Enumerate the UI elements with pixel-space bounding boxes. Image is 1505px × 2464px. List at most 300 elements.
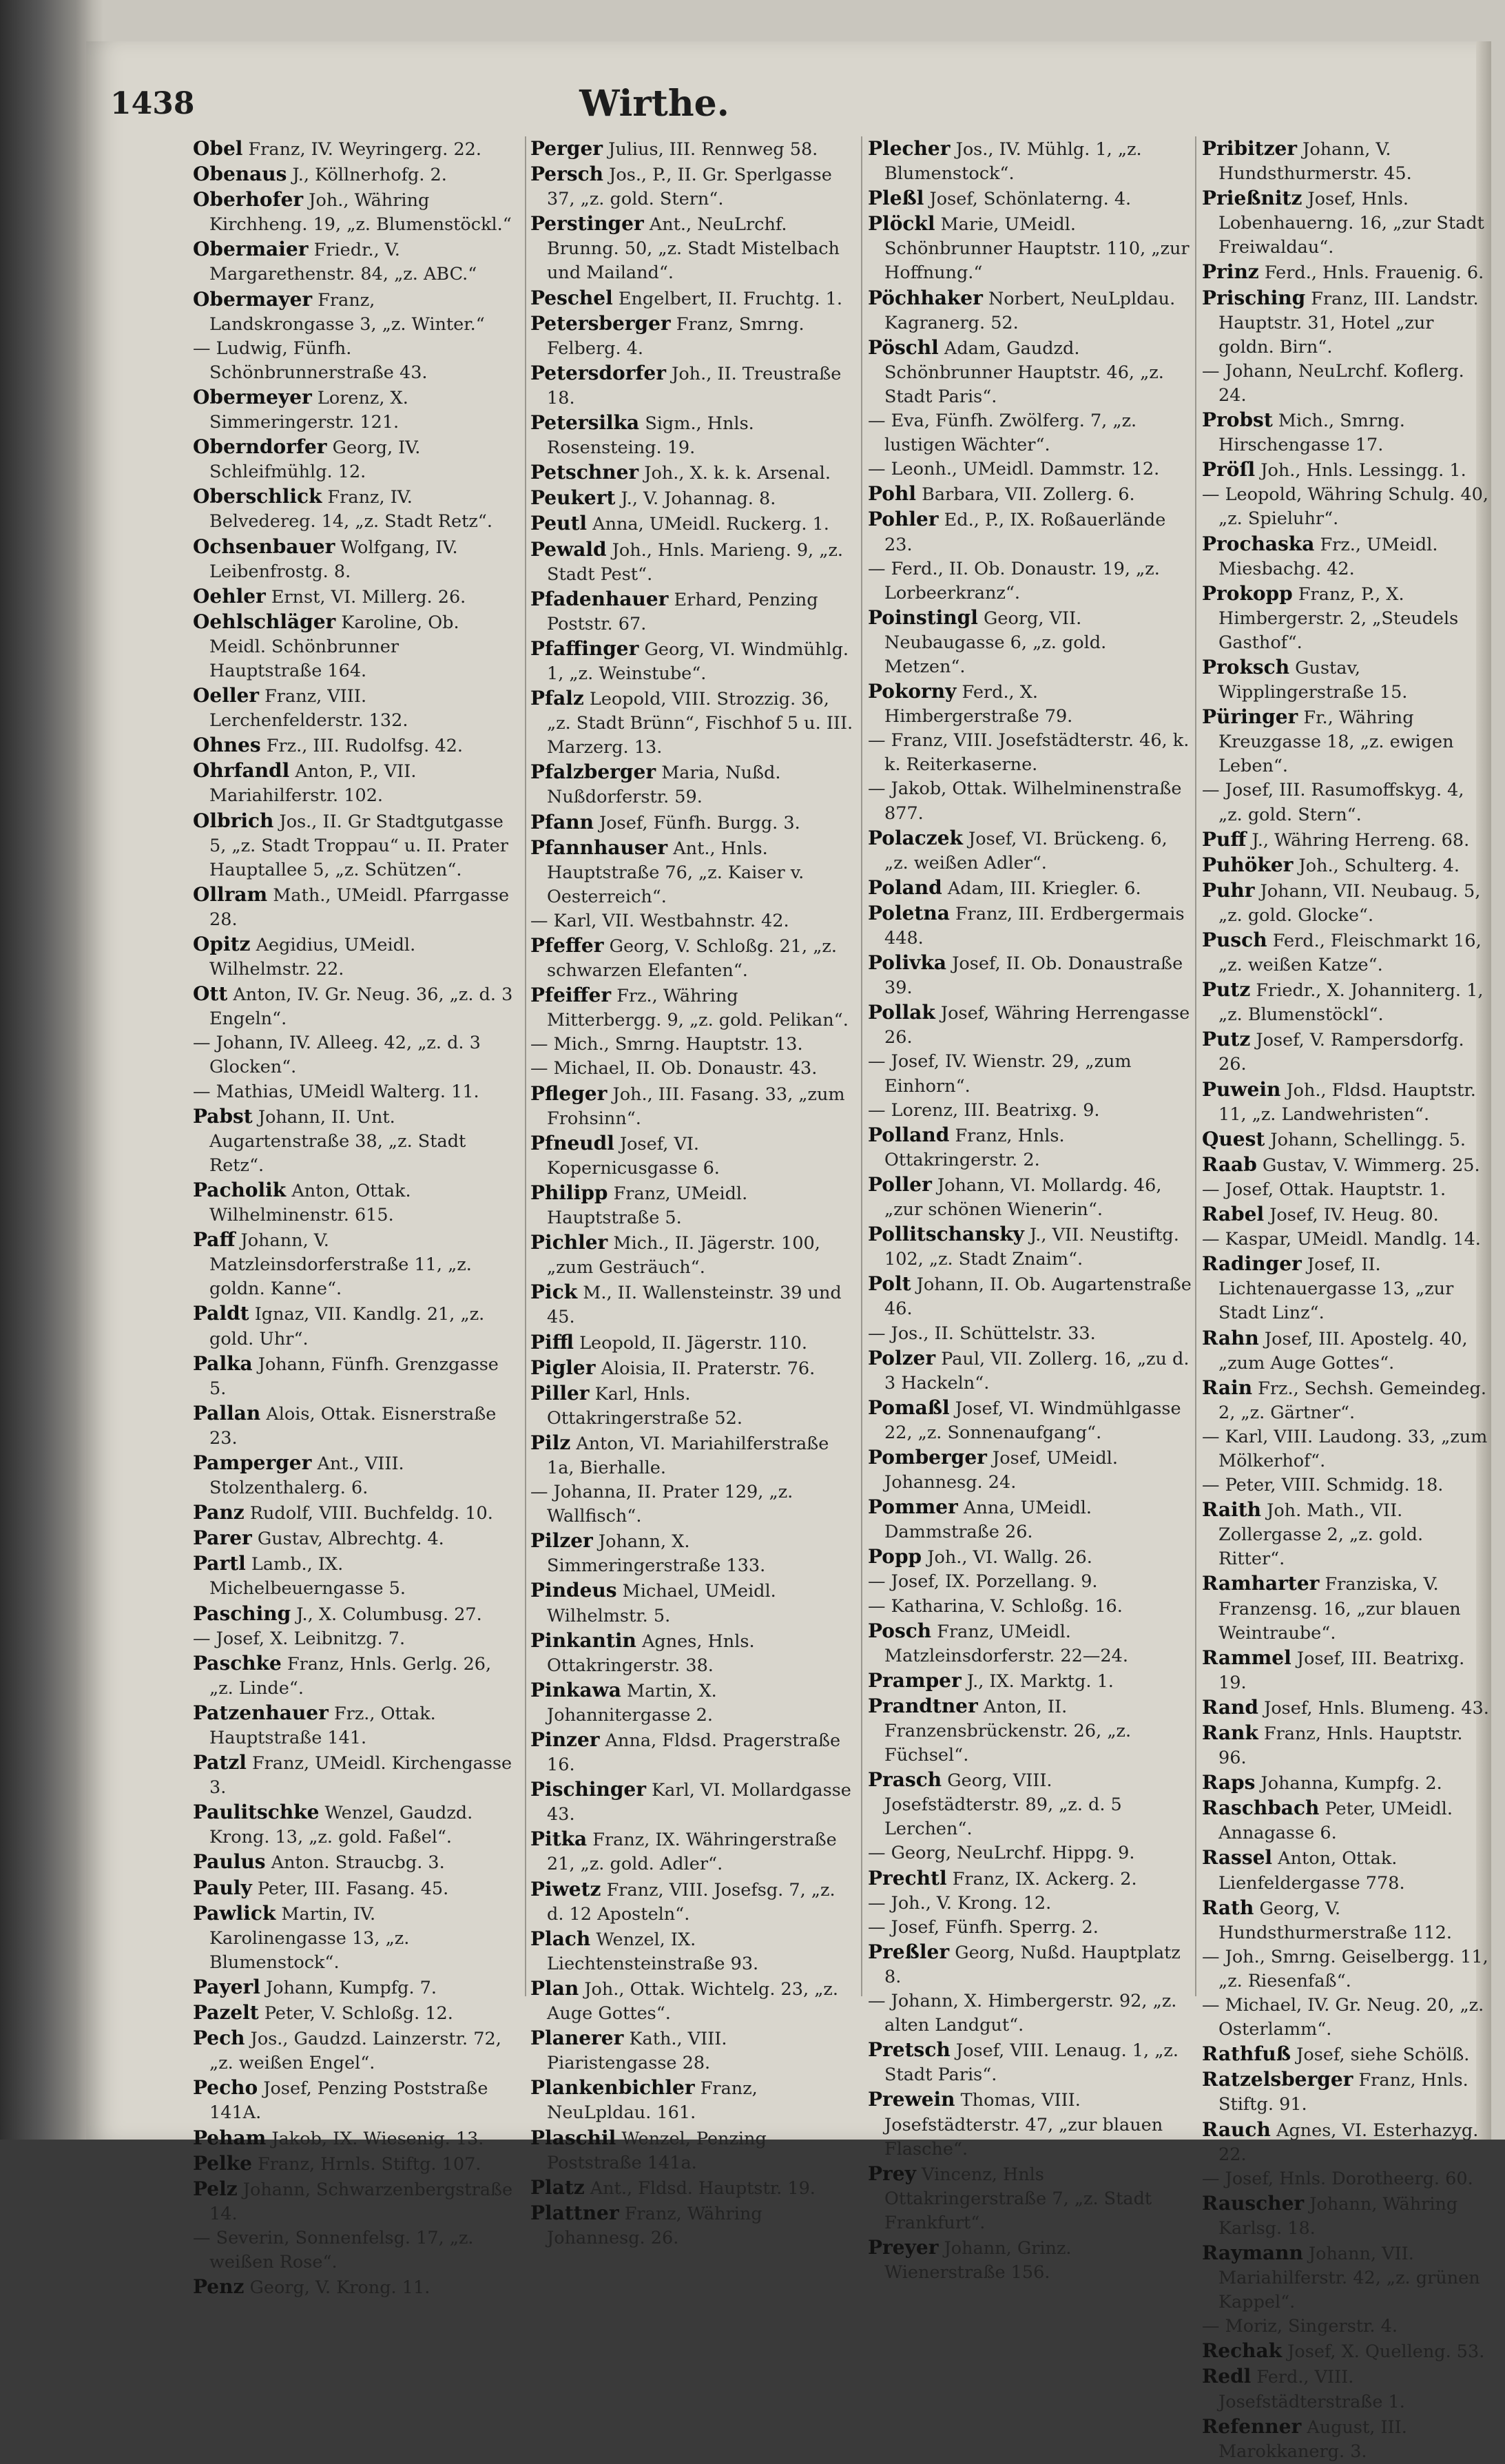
directory-entry [530,162,854,211]
entry-details: Mich., II. Jägerstr. 100, „zum Gesträuch“. [547,1233,820,1278]
entry-surname: Preyer [868,2235,939,2259]
directory-entry [530,983,854,1033]
entry-surname: Prey [868,2162,916,2185]
directory-entry [193,187,517,237]
entry-surname: Obermayer [193,287,313,311]
entry-surname: Plattner [530,2201,619,2224]
directory-entry [868,951,1192,1000]
directory-entry [1202,1770,1491,1796]
entry-surname: Pabst [193,1104,253,1128]
entry-details: Georg, VIII. Josefstädterstr. 89, „z. d. 5 Lerchen“. [884,1770,1122,1840]
entry-surname: Pallan [193,1401,261,1425]
directory-entry [530,909,854,933]
entry-details: Joh., VI. Wallg. 26. [927,1547,1092,1569]
entry-details: Jos., P., II. Gr. Sperlgasse 37, „z. gold. Stern“. [547,165,832,210]
entry-surname: Peschel [530,286,613,309]
entry-surname: Pfalzberger [530,760,656,784]
directory-entry [1202,977,1491,1027]
entry-surname: Pewald [530,537,607,561]
entry-surname: Pommer [868,1495,958,1519]
entry-details: Josef, II. Lichtenauergasse 13, „zur Stadt Linz“. [1218,1254,1454,1324]
entry-surname: Obenaus [193,163,287,186]
entry-details: Norbert, NeuLpldau. Kagranerg. 52. [884,288,1176,333]
directory-entry [530,211,854,285]
entry-surname: Paulitschke [193,1801,320,1824]
directory-entry [1202,1473,1491,1498]
entry-details: Josef, Fünfh. Burgg. 3. [599,812,800,834]
directory-entry [193,758,517,808]
entry-details: — Leopold, Währing Schulg. 40, „z. Spieluhr“. [1202,484,1489,530]
entry-surname: Prechtl [868,1866,947,1890]
directory-entry [530,636,854,686]
page-header [110,83,1185,138]
entry-details: — Eva, Fünfh. Zwölferg. 7, „z. lustigen Wächter“. [868,411,1137,456]
directory-entry [193,809,517,882]
entry-details: Franz, UMeidl. Kirchengasse 3. [209,1753,512,1799]
entry-surname: Pilz [530,1431,571,1454]
entry-surname: Pfadenhauer [530,587,669,610]
entry-surname: Proksch [1202,655,1290,679]
directory-entry [193,435,517,484]
entry-surname: Pecho [193,2076,258,2100]
entry-details: Wenzel, Gaudzd. Krong. 13, „z. gold. Faßel“. [209,1803,473,1848]
directory-entry [1202,1376,1491,1425]
entry-details: Barbara, VII. Zollerg. 6. [922,484,1135,506]
entry-details: Kath., VIII. Piaristengasse 28. [547,2029,727,2074]
entry-details: Josef, VI. Windmühlgasse 22, „z. Sonnenaufgang“. [884,1398,1181,1443]
entry-details: Leopold, II. Jägerstr. 110. [579,1332,807,1354]
entry-surname: Petersilka [530,411,640,435]
entry-details: Franz, IX. Ackerg. 2. [952,1868,1137,1890]
entry-details: Joh., II. Treustraße 18. [547,363,842,408]
directory-entry [868,777,1192,825]
entry-details: Adam, III. Kriegler. 6. [947,878,1141,899]
entry-details: Johann, Kumpfg. 7. [266,1977,437,1998]
entry-surname: Rauch [1202,2118,1271,2141]
directory-entry [193,136,517,162]
entry-surname: Putz [1202,1028,1251,1051]
entry-surname: Puff [1202,827,1247,851]
entry-details: Georg, VI. Windmühlg. 1, „z. Weinstube“. [547,639,849,684]
entry-surname: Peukert [530,486,616,510]
entry-details: Ant., NeuLrchf. Brunng. 50, „z. Stadt Mistelbach und Mailand“. [547,214,840,284]
entry-surname: Raab [1202,1152,1257,1176]
entry-details: Johann, VI. Mollardg. 46, „zur schönen Wienerin“. [884,1174,1162,1221]
entry-surname: Pribitzer [1202,137,1298,160]
entry-details: Ferd., Hnls. Frauenig. 6. [1264,262,1484,284]
entry-details: Georg, V. Krong. 11. [249,2277,430,2299]
entry-details: Franz, Hnls. Ottakringerstr. 2. [884,1125,1065,1170]
directory-entry [1202,1994,1491,2042]
directory-entry [1202,260,1491,285]
directory-entry [1202,853,1491,878]
entry-details: — Johanna, II. Prater 129, „z. Wallfisch“. [530,1482,793,1527]
entry-surname: Peutl [530,512,588,535]
entry-details: Ferd., Fleischmarkt 16, „z. weißen Katze“. [1218,931,1482,976]
entry-surname: Paschke [193,1651,282,1675]
directory-entry [530,760,854,809]
entry-details: — Ferd., II. Ob. Donaustr. 19, „z. Lorbeerkranz“. [868,558,1160,603]
directory-entry [868,557,1192,605]
directory-entry [530,2075,854,2125]
entry-surname: Raymann [1202,2241,1303,2264]
entry-surname: Redl [1202,2365,1252,2388]
directory-entry [1202,2315,1491,2339]
entry-details: — Josef, X. Leibnitzg. 7. [193,1628,406,1649]
entry-surname: Rechak [1202,2339,1283,2363]
directory-entry [193,1551,517,1601]
entry-surname: Planerer [530,2027,624,2050]
entry-details: — Severin, Sonnenfelsg. 17, „z. weißen Rose“. [193,2227,474,2273]
entry-details: J., V. Johannag. 8. [621,488,776,510]
directory-entry [193,2275,517,2300]
entry-surname: Pusch [1202,929,1267,951]
entry-details: Martin, IV. Karolinengasse 13, „z. Blumenstock“. [209,1903,410,1973]
directory-entry [193,1750,517,1800]
entry-surname: Pfeiffer [530,984,612,1007]
entry-details: Marie, UMeidl. Schönbrunner Hauptstr. 110, „zur Hoffnung.“ [884,214,1190,284]
entry-details: Peter, V. Schloßg. 12. [264,2003,453,2025]
directory-entry [530,836,854,909]
entry-details: — Karl, VII. Westbahnstr. 42. [530,910,789,931]
entry-details: Frz., Währing Mitterbergg. 9, „z. gold. Pelikan“. [547,986,849,1031]
directory-entry [868,1000,1192,1050]
entry-details: Franz, Währing Johannesg. 26. [547,2203,762,2248]
entry-details: J., Währing Herreng. 68. [1252,829,1470,851]
entry-details: Johann, VII. Mariahilferstr. 42, „z. grünen Kappel“. [1218,2243,1480,2313]
entry-details: Johann, V. Hundsthurmerstr. 45. [1218,139,1412,185]
entry-details: Ant., Hnls. Hauptstraße 76, „z. Kaiser v. Oesterreich“. [547,838,805,907]
directory-entry [868,2235,1192,2285]
directory-entry [1202,827,1491,853]
directory-entry [868,1595,1192,1619]
directory-entry [193,1800,517,1850]
directory-entry [868,507,1192,557]
entry-surname: Prokopp [1202,581,1293,605]
directory-entry [868,901,1192,951]
directory-entry [193,1975,517,2000]
entry-details: — Josef, Hnls. Dorotheerg. 60. [1202,2168,1473,2189]
column-rule [861,136,862,1996]
entry-surname: Ollram [193,882,268,906]
entry-surname: Polzer [868,1346,936,1369]
entry-details: Frz., UMeidl. Miesbachg. 42. [1218,534,1438,579]
entry-details: Adam, Gaudzd. Schönbrunner Hauptstr. 46, „z. Stadt Paris“. [884,338,1164,407]
entry-surname: Rathfuß [1202,2042,1291,2066]
entry-surname: Putz [1202,978,1251,1002]
directory-entry [193,337,517,385]
directory-entry [193,1701,517,1750]
entry-surname: Olbrich [193,809,274,832]
entry-details: Josef, Hnls. Lobenhauerng. 16, „zur Stadt Freiwaldau“. [1218,189,1484,258]
directory-entry [1202,483,1491,531]
entry-details: — Josef, Ottak. Hauptstr. 1. [1202,1179,1446,1200]
column-rule [525,136,526,1996]
entry-surname: Rahn [1202,1326,1259,1349]
directory-entry [530,1181,854,1230]
entry-surname: Oberhofer [193,188,304,211]
entry-surname: Petersdorfer [530,361,666,384]
entry-surname: Paldt [193,1302,249,1325]
directory-entry [868,1544,1192,1570]
directory-entry [868,2038,1192,2087]
entry-details: Josef, III. Apostelg. 40, „zum Auge Gottes“. [1218,1328,1468,1374]
directory-entry [530,1033,854,1057]
entry-details: Ernst, VI. Millerg. 26. [271,586,466,608]
entry-surname: Rassel [1202,1846,1273,1870]
entry-details: Ant., VIII. Stolzenthalerg. 6. [209,1453,404,1499]
entry-surname: Oehler [193,584,266,608]
entry-surname: Penz [193,2275,245,2299]
entry-details: — Leonh., UMeidl. Dammstr. 12. [868,459,1160,480]
entry-surname: Piwetz [530,1877,601,1901]
directory-entry [193,2126,517,2151]
directory-entry [530,2201,854,2250]
entry-surname: Petschner [530,461,639,484]
directory-entry [530,1081,854,1131]
directory-entry [868,1989,1192,2038]
entry-surname: Pilzer [530,1529,593,1553]
directory-entry [1202,2414,1491,2464]
directory-entry [1202,1498,1491,1571]
entry-surname: Plöckl [868,212,935,236]
entry-surname: Prisching [1202,286,1306,309]
entry-surname: Peham [193,2126,267,2149]
directory-entry [530,1877,854,1927]
entry-details: Franz, Hnls. Stiftg. 91. [1218,2070,1468,2115]
entry-details: Josef, III. Beatrixg. 19. [1218,1648,1465,1693]
entry-details: Rudolf, VIII. Buchfeldg. 10. [249,1503,493,1524]
entry-surname: Polland [868,1123,950,1146]
entry-details: Josef, Schönlaterng. 4. [929,189,1132,210]
directory-entry [530,1381,854,1431]
entry-details: Frz., Sechsh. Gemeindeg. 2, „z. Gärtner“. [1218,1378,1486,1423]
entry-details: Franz, NeuLpldau. 161. [547,2078,758,2124]
directory-entry [530,1678,854,1728]
entry-details: — Ludwig, Fünfh. Schönbrunnerstraße 43. [193,338,428,383]
entry-details: — Michael, II. Ob. Donaustr. 43. [530,1058,818,1079]
entry-details: Franz, IX. Währingerstraße 21, „z. gold. Adler“. [547,1830,837,1875]
directory-entry [1202,1721,1491,1770]
entry-details: Franz, Hnls. Gerlg. 26, „z. Linde“. [209,1653,492,1699]
directory-entry [193,1401,517,1451]
entry-details: — Moriz, Singerstr. 4. [1202,2316,1398,2337]
entry-details: Anton, P., VII. Mariahilferstr. 102. [209,761,417,807]
entry-details: J., VII. Neustiftg. 102, „z. Stadt Znaim“. [884,1225,1179,1270]
entry-details: Josef, Penzing Poststraße 141A. [209,2078,488,2124]
entry-details: — Michael, IV. Gr. Neug. 20, „z. Osterlamm“. [1202,1995,1484,2040]
entry-details: Anton, II. Franzensbrückenstr. 26, „z. Füchsel“. [884,1696,1132,1766]
directory-entry [530,1628,854,1678]
directory-entry [530,1280,854,1329]
entry-surname: Rammel [1202,1646,1291,1669]
entry-details: Alois, Ottak. Eisnerstraße 23. [209,1403,497,1449]
entry-details: Joh., Schulterg. 4. [1298,855,1460,876]
directory-entry [1202,655,1491,705]
entry-surname: Pinkawa [530,1678,621,1701]
directory-column-3 [868,136,1192,2285]
entry-surname: Pfeffer [530,934,604,957]
entry-details: — Joh., V. Krong. 12. [868,1892,1052,1914]
entry-surname: Panz [193,1501,245,1524]
entry-details: Leopold, VIII. Strozzig. 36, „z. Stadt Brünn“, Fischhof 5 u. III. Marzerg. 13. [547,689,853,758]
entry-details: — Kaspar, UMeidl. Mandlg. 14. [1202,1229,1481,1250]
directory-entry [193,932,517,982]
entry-surname: Platz [530,2175,585,2199]
directory-entry [1202,186,1491,260]
entry-details: Joh., Ottak. Wichtelg. 23, „z. Auge Gottes“. [547,1978,838,2025]
directory-entry [193,1526,517,1551]
entry-details: M., II. Wallensteinstr. 39 und 45. [547,1283,842,1328]
directory-entry [868,186,1192,211]
entry-details: — Georg, NeuLrchf. Hippg. 9. [868,1843,1135,1864]
entry-details: — Josef, IV. Wienstr. 29, „zum Einhorn“. [868,1051,1132,1097]
entry-details: — Josef, III. Rasumoffskyg. 4, „z. gold. Stern“. [1202,780,1464,825]
entry-details: Georg, V. Hundsthurmerstraße 112. [1218,1898,1452,1943]
entry-surname: Pfann [530,810,594,834]
directory-entry [530,1230,854,1280]
entry-surname: Prinz [1202,260,1259,284]
directory-entry [530,1578,854,1628]
entry-surname: Paff [193,1228,236,1252]
entry-details: Franz, IV. Belvedereg. 14, „z. Stadt Retz“. [209,487,492,532]
entry-surname: Obermeyer [193,385,312,408]
directory-entry [1202,2042,1491,2067]
entry-details: — Joh., Smrng. Geiselbergg. 11, „z. Riesenfaß“. [1202,1946,1488,1991]
directory-entry [530,2126,854,2175]
entry-surname: Pitka [530,1828,588,1851]
entry-surname: Pretsch [868,2038,951,2062]
entry-details: — Johann, X. Himbergerstr. 92, „z. alten Landgut“. [868,1991,1177,2036]
directory-entry [193,2226,517,2275]
entry-surname: Poletna [868,901,950,924]
entry-surname: Prießnitz [1202,187,1302,210]
entry-surname: Philipp [530,1181,608,1204]
entry-details: Josef, siehe Schölß. [1296,2044,1470,2066]
entry-details: Josef, VI. Kopernicusgasse 6. [547,1133,720,1179]
entry-surname: Ohnes [193,734,261,757]
entry-surname: Polaczek [868,826,963,849]
entry-surname: Perger [530,137,603,160]
entry-details: J., IX. Marktg. 1. [966,1670,1114,1692]
entry-surname: Obel [193,137,243,160]
entry-surname: Rabel [1202,1203,1265,1226]
entry-surname: Pfalz [530,687,584,710]
entry-details: Josef, Währing Herrengasse 26. [884,1003,1190,1048]
entry-details: Franz, VIII. Josefsg. 7, „z. d. 12 Aposteln“. [547,1879,835,1925]
directory-entry [1202,1425,1491,1473]
directory-entry [868,2087,1192,2161]
entry-surname: Plach [530,1927,591,1950]
entry-details: Franz, IV. Weyringerg. 22. [248,139,482,160]
directory-entry [193,2177,517,2226]
entry-surname: Probst [1202,408,1273,432]
entry-details: Ed., P., IX. Roßauerlände 23. [884,510,1166,555]
entry-surname: Prandtner [868,1694,978,1717]
entry-surname: Ratzelsberger [1202,2068,1353,2091]
directory-entry [530,1131,854,1181]
directory-entry [1202,2067,1491,2117]
directory-entry [868,1768,1192,1841]
entry-details: Peter, III. Fasang. 45. [257,1878,449,1899]
directory-entry [193,1178,517,1228]
entry-details: — Johann, IV. Alleeg. 42, „z. d. 3 Glocken“. [193,1033,481,1078]
entry-details: Joh., Währing Kirchheng. 19, „z. Blumenstöckl.“ [209,190,512,236]
directory-entry [530,286,854,311]
entry-surname: Püringer [1202,705,1298,729]
directory-entry [868,1892,1192,1916]
directory-entry [1202,1077,1491,1127]
entry-details: Joh., Fldsd. Hauptstr. 11, „z. Landwehristen“. [1218,1079,1476,1125]
entry-details: Ignaz, VII. Kandlg. 21, „z. gold. Uhr“. [209,1304,485,1349]
entry-surname: Pelke [193,2151,252,2175]
entry-surname: Parer [193,1526,252,1550]
entry-details: Wenzel, IX. Liechtensteinstraße 93. [547,1929,759,1974]
directory-entry [530,2175,854,2201]
directory-entry [868,409,1192,457]
directory-entry [1202,705,1491,778]
directory-entry [530,1356,854,1381]
directory-entry [530,537,854,587]
entry-details: Johann, V. Matzleinsdorferstraße 11, „z. goldn. Kanne“. [209,1230,472,1300]
directory-entry [530,311,854,361]
entry-details: Martin, X. Johannitergasse 2. [547,1680,717,1726]
entry-surname: Plan [530,1976,579,2000]
entry-details: Jos., Gaudzd. Lainzerstr. 72, „z. weißen Engel“. [209,2029,501,2074]
entry-surname: Rath [1202,1896,1254,1919]
directory-entry [1202,1845,1491,1895]
directory-entry [193,733,517,758]
entry-details: Gustav, V. Wimmerg. 25. [1262,1155,1480,1176]
directory-entry [868,1272,1192,1321]
entry-details: Anton, IV. Gr. Neug. 36, „z. d. 3 Engeln“. [209,984,513,1030]
entry-details: Aloisia, II. Praterstr. 76. [601,1358,816,1379]
entry-surname: Pöchhaker [868,286,983,309]
entry-details: Josef, V. Rampersdorfg. 26. [1218,1030,1464,1075]
entry-surname: Polivka [868,951,947,975]
entry-details: — Katharina, V. Schloßg. 16. [868,1595,1123,1617]
entry-surname: Pazelt [193,2001,259,2025]
entry-details: Franz, UMeidl. Matzleinsdorferstr. 22—24. [884,1621,1128,1666]
entry-surname: Ochsenbauer [193,535,335,558]
entry-details: Paul, VII. Zollerg. 16, „zu d. 3 Hackeln“. [884,1348,1190,1394]
directory-entry [868,482,1192,507]
entry-details: Anna, UMeidl. Dammstraße 26. [884,1498,1092,1543]
directory-entry [193,1031,517,1079]
directory-entry [1202,1127,1491,1152]
directory-entry [868,1619,1192,1668]
directory-entry [1202,1571,1491,1645]
entry-details: Josef, VIII. Lenaug. 1, „z. Stadt Paris“. [884,2040,1179,2086]
entry-surname: Pindeus [530,1579,617,1602]
entry-details: Sigm., Hnls. Rosensteing. 19. [547,413,754,459]
entry-details: Joh., Hnls. Marieng. 9, „z. Stadt Pest“. [547,539,844,585]
directory-entry [193,1228,517,1301]
directory-entry [1202,1027,1491,1077]
entry-details: J., Köllnerhofg. 2. [292,165,447,186]
directory-entry [530,933,854,983]
directory-entry [1202,286,1491,360]
entry-details: August, III. Marokkanerg. 3. [1218,2416,1407,2462]
directory-entry [530,587,854,636]
entry-details: Fr., Währing Kreuzgasse 18, „z. ewigen Leben“. [1218,707,1454,777]
entry-surname: Partl [193,1552,246,1575]
entry-details: Gustav, Wipplingerstraße 15. [1218,657,1408,703]
entry-surname: Paulus [193,1850,266,1874]
entry-details: Frz., Ottak. Hauptstraße 141. [209,1703,436,1748]
entry-details: Johann, Währing Karlsg. 18. [1218,2193,1458,2239]
directory-entry [868,2162,1192,2235]
